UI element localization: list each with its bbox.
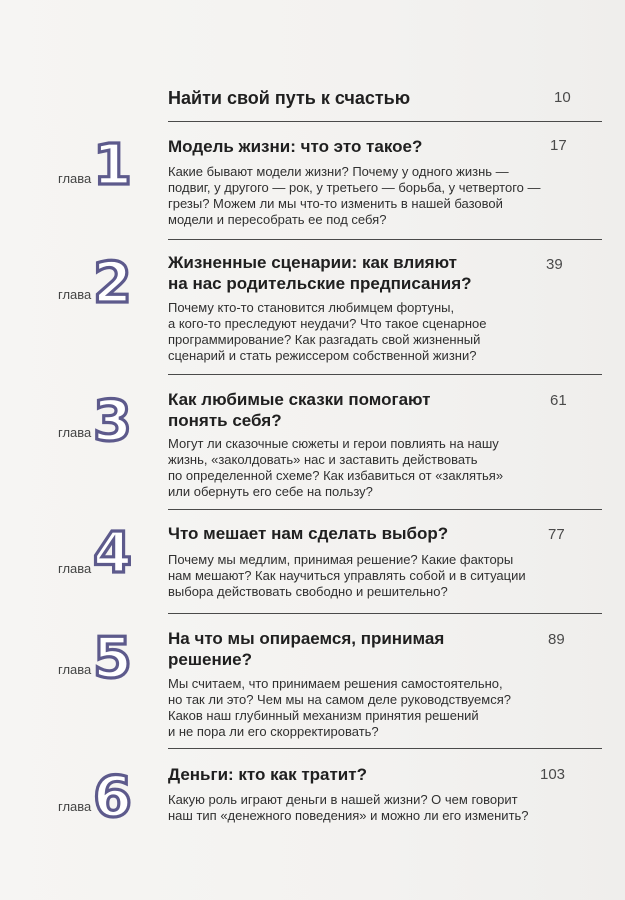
chapter-label: глава (58, 425, 92, 440)
chapter-page-number: 77 (548, 526, 565, 543)
chapter-title-line: решение? (168, 650, 253, 669)
chapter-title (168, 389, 528, 431)
chapter-description (168, 436, 548, 500)
chapter-label: глава (58, 799, 92, 814)
description-line: но так ли это? Чем мы на самом деле руководствуемся? (168, 692, 511, 707)
chapter-page-number: 89 (548, 631, 565, 648)
description-line: Какую роль играют деньги в нашей жизни? О чем говорит (168, 792, 518, 807)
chapter-entry-1[interactable] (0, 130, 625, 238)
description-line: программирование? Как разгадать свой жизненный (168, 332, 481, 347)
description-line: Могут ли сказочные сюжеты и герои повлиять на нашу (168, 436, 499, 451)
chapter-page-number: 39 (546, 256, 563, 273)
intro-title: Найти свой путь к счастью (168, 88, 411, 108)
description-line: выбора действовать свободно и решительно? (168, 584, 448, 599)
chapter-number: 6 (93, 765, 132, 830)
chapter-title-line: На что мы опираемся, принимая (168, 629, 445, 648)
description-line: а кого-то преследуют неудачи? Что такое сценарное (168, 316, 487, 331)
description-line: и не пора ли его скорректировать? (168, 724, 379, 739)
chapter-page-number: 17 (550, 137, 567, 154)
description-line: подвиг, у другого — рок, у третьего — борьба, у четвертого — (168, 180, 541, 195)
description-line: грезы? Можем ли мы что-то изменить в нашей базовой (168, 196, 503, 211)
chapter-label: глава (58, 287, 92, 302)
chapter-title-line: Деньги: кто как тратит? (168, 765, 367, 784)
chapter-number: 2 (93, 251, 132, 316)
chapter-entry-5[interactable] (0, 625, 625, 745)
chapter-label: глава (58, 662, 92, 677)
chapter-title-line: понять себя? (168, 411, 282, 430)
chapter-description (168, 792, 548, 824)
chapter-description (168, 552, 548, 600)
description-line: наш тип «денежного поведения» и можно ли его изменить? (168, 808, 529, 823)
chapter-title (168, 136, 528, 157)
divider (168, 748, 602, 749)
description-line: модели и пересобрать ее под себя? (168, 212, 387, 227)
description-line: Почему кто-то становится любимцем фортуны, (168, 300, 455, 315)
description-line: Мы считаем, что принимаем решения самостоятельно, (168, 676, 503, 691)
description-line: нам мешают? Как научиться управлять собой и в ситуации (168, 568, 526, 583)
divider (168, 239, 602, 240)
chapter-number: 5 (93, 626, 132, 691)
description-line: Какие бывают модели жизни? Почему у одного жизнь — (168, 164, 509, 179)
toc-intro-entry[interactable] (168, 88, 578, 114)
chapter-entry-4[interactable] (0, 520, 625, 615)
chapter-page-number: 103 (540, 766, 566, 783)
divider (168, 374, 602, 375)
chapter-page-number: 61 (550, 392, 567, 409)
chapter-title-line: Модель жизни: что это такое? (168, 137, 423, 156)
chapter-number: 4 (93, 521, 132, 586)
description-line: Почему мы медлим, принимая решение? Какие факторы (168, 552, 514, 567)
divider (168, 613, 602, 614)
chapter-entry-6[interactable] (0, 760, 625, 850)
chapter-description (168, 676, 548, 740)
chapter-title (168, 764, 528, 785)
chapter-entry-3[interactable] (0, 386, 625, 506)
chapter-title (168, 628, 528, 670)
chapter-description (168, 300, 548, 364)
chapter-title-line: Как любимые сказки помогают (168, 390, 431, 409)
chapter-number: 1 (93, 133, 132, 198)
divider (168, 121, 602, 122)
chapter-title-line: Жизненные сценарии: как влияют (168, 253, 457, 272)
intro-page-number: 10 (554, 89, 571, 106)
chapter-number: 3 (93, 389, 132, 454)
chapter-title-line: на нас родительские предписания? (168, 274, 472, 293)
chapter-entry-2[interactable] (0, 250, 625, 370)
chapter-label: глава (58, 171, 92, 186)
description-line: жизнь, «заколдовать» нас и заставить действовать (168, 452, 478, 467)
chapter-label: глава (58, 561, 92, 576)
description-line: Каков наш глубинный механизм принятия решений (168, 708, 479, 723)
description-line: по определенной схеме? Как избавиться от «заклятья» (168, 468, 504, 483)
description-line: или обернуть его себе на пользу? (168, 484, 373, 499)
chapter-title (168, 523, 528, 544)
description-line: сценарий и стать режиссером собственной жизни? (168, 348, 477, 363)
divider (168, 509, 602, 510)
chapter-description (168, 164, 548, 228)
chapter-title (168, 252, 528, 294)
chapter-title-line: Что мешает нам сделать выбор? (168, 524, 449, 543)
